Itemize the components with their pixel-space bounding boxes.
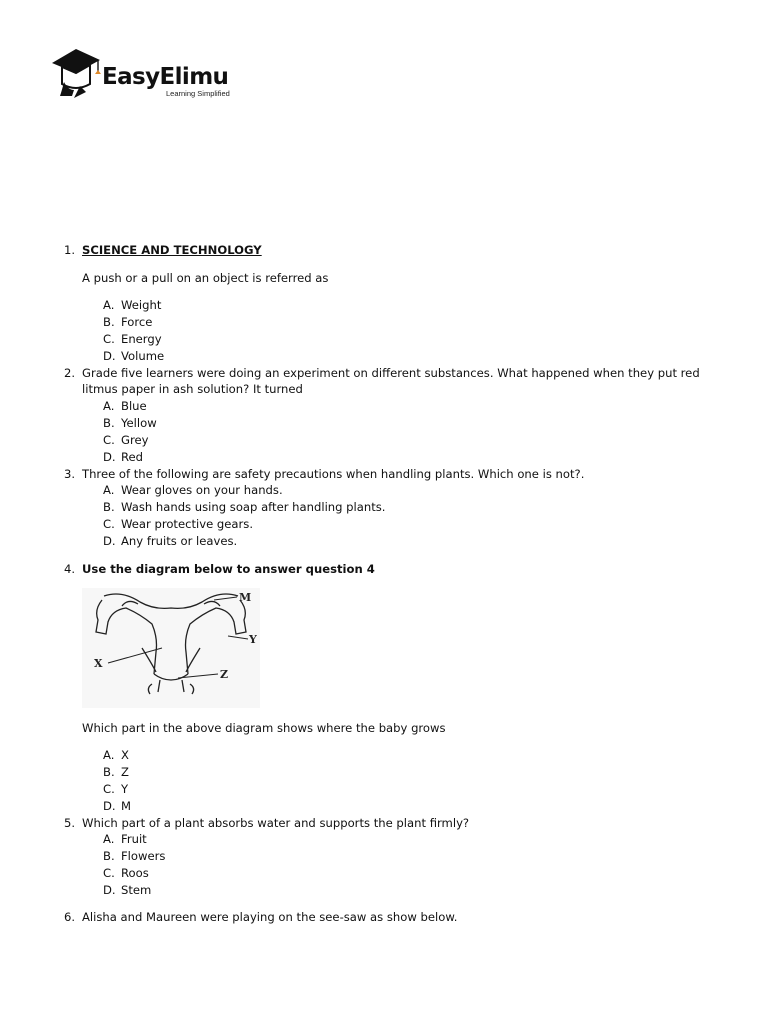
option-letter: C. bbox=[103, 433, 115, 447]
easyelimu-logo bbox=[50, 46, 250, 102]
question-number: 5. bbox=[64, 816, 76, 830]
question-text: Alisha and Maureen were playing on the see-saw as show below. bbox=[82, 910, 458, 924]
option-letter: B. bbox=[103, 315, 115, 329]
label-m: M bbox=[239, 591, 252, 604]
question-number: 3. bbox=[64, 467, 76, 481]
option-text: Grey bbox=[121, 433, 149, 447]
question-text-continued: litmus paper in ash solution? It turned bbox=[82, 382, 303, 396]
uterus-illustration bbox=[82, 588, 260, 708]
option-text: Roos bbox=[121, 866, 149, 880]
option-letter: B. bbox=[103, 500, 115, 514]
option-letter: D. bbox=[103, 534, 116, 548]
option-letter: B. bbox=[103, 849, 115, 863]
option-letter: C. bbox=[103, 782, 115, 796]
question-number: 4. bbox=[64, 562, 76, 576]
option-letter: D. bbox=[103, 349, 116, 363]
option-letter: A. bbox=[103, 399, 115, 413]
option-text: Force bbox=[121, 315, 153, 329]
option-text: Stem bbox=[121, 883, 152, 897]
reproductive-system-diagram bbox=[82, 588, 260, 708]
option-text: Any fruits or leaves. bbox=[121, 534, 238, 548]
option-letter: D. bbox=[103, 450, 116, 464]
brand-tagline: Learning Simplified bbox=[166, 89, 230, 98]
option-text: Wear protective gears. bbox=[121, 517, 254, 531]
question-text: Three of the following are safety precautions when handling plants. Which one is not?. bbox=[82, 467, 585, 481]
question-number: 6. bbox=[64, 910, 76, 924]
brand-name: EasyElimu bbox=[102, 64, 229, 90]
option-text: Volume bbox=[121, 349, 165, 363]
option-text: Yellow bbox=[121, 416, 157, 430]
option-text: M bbox=[121, 799, 132, 813]
question-number: 1. bbox=[64, 243, 76, 257]
option-text: Red bbox=[121, 450, 144, 464]
label-z: Z bbox=[220, 668, 229, 681]
option-letter: C. bbox=[103, 332, 115, 346]
option-text: Energy bbox=[121, 332, 162, 346]
option-letter: A. bbox=[103, 748, 115, 762]
section-heading: SCIENCE AND TECHNOLOGY bbox=[82, 243, 262, 257]
question-text: Grade five learners were doing an experiment on different substances. What happened when they put red bbox=[82, 366, 700, 380]
question-number: 2. bbox=[64, 366, 76, 380]
option-text: Y bbox=[121, 782, 129, 796]
label-y: Y bbox=[249, 633, 257, 646]
option-letter: D. bbox=[103, 883, 116, 897]
label-x: X bbox=[94, 657, 103, 670]
option-text: Wear gloves on your hands. bbox=[121, 483, 283, 497]
option-text: Fruit bbox=[121, 832, 147, 846]
option-text: Flowers bbox=[121, 849, 166, 863]
option-letter: B. bbox=[103, 765, 115, 779]
option-text: X bbox=[121, 748, 129, 762]
option-text: Blue bbox=[121, 399, 147, 413]
question-text: Which part of a plant absorbs water and supports the plant firmly? bbox=[82, 816, 470, 830]
option-text: Weight bbox=[121, 298, 162, 312]
option-letter: C. bbox=[103, 866, 115, 880]
option-letter: A. bbox=[103, 483, 115, 497]
option-letter: C. bbox=[103, 517, 115, 531]
question-heading: Use the diagram below to answer question 4 bbox=[82, 562, 375, 576]
option-text: Wash hands using soap after handling plants. bbox=[121, 500, 386, 514]
option-letter: A. bbox=[103, 832, 115, 846]
question-text: Which part in the above diagram shows where the baby grows bbox=[82, 721, 446, 735]
option-letter: A. bbox=[103, 298, 115, 312]
question-text: A push or a pull on an object is referred as bbox=[82, 271, 329, 285]
option-text: Z bbox=[121, 765, 129, 779]
graduation-cap-icon bbox=[50, 46, 106, 102]
option-letter: B. bbox=[103, 416, 115, 430]
option-letter: D. bbox=[103, 799, 116, 813]
